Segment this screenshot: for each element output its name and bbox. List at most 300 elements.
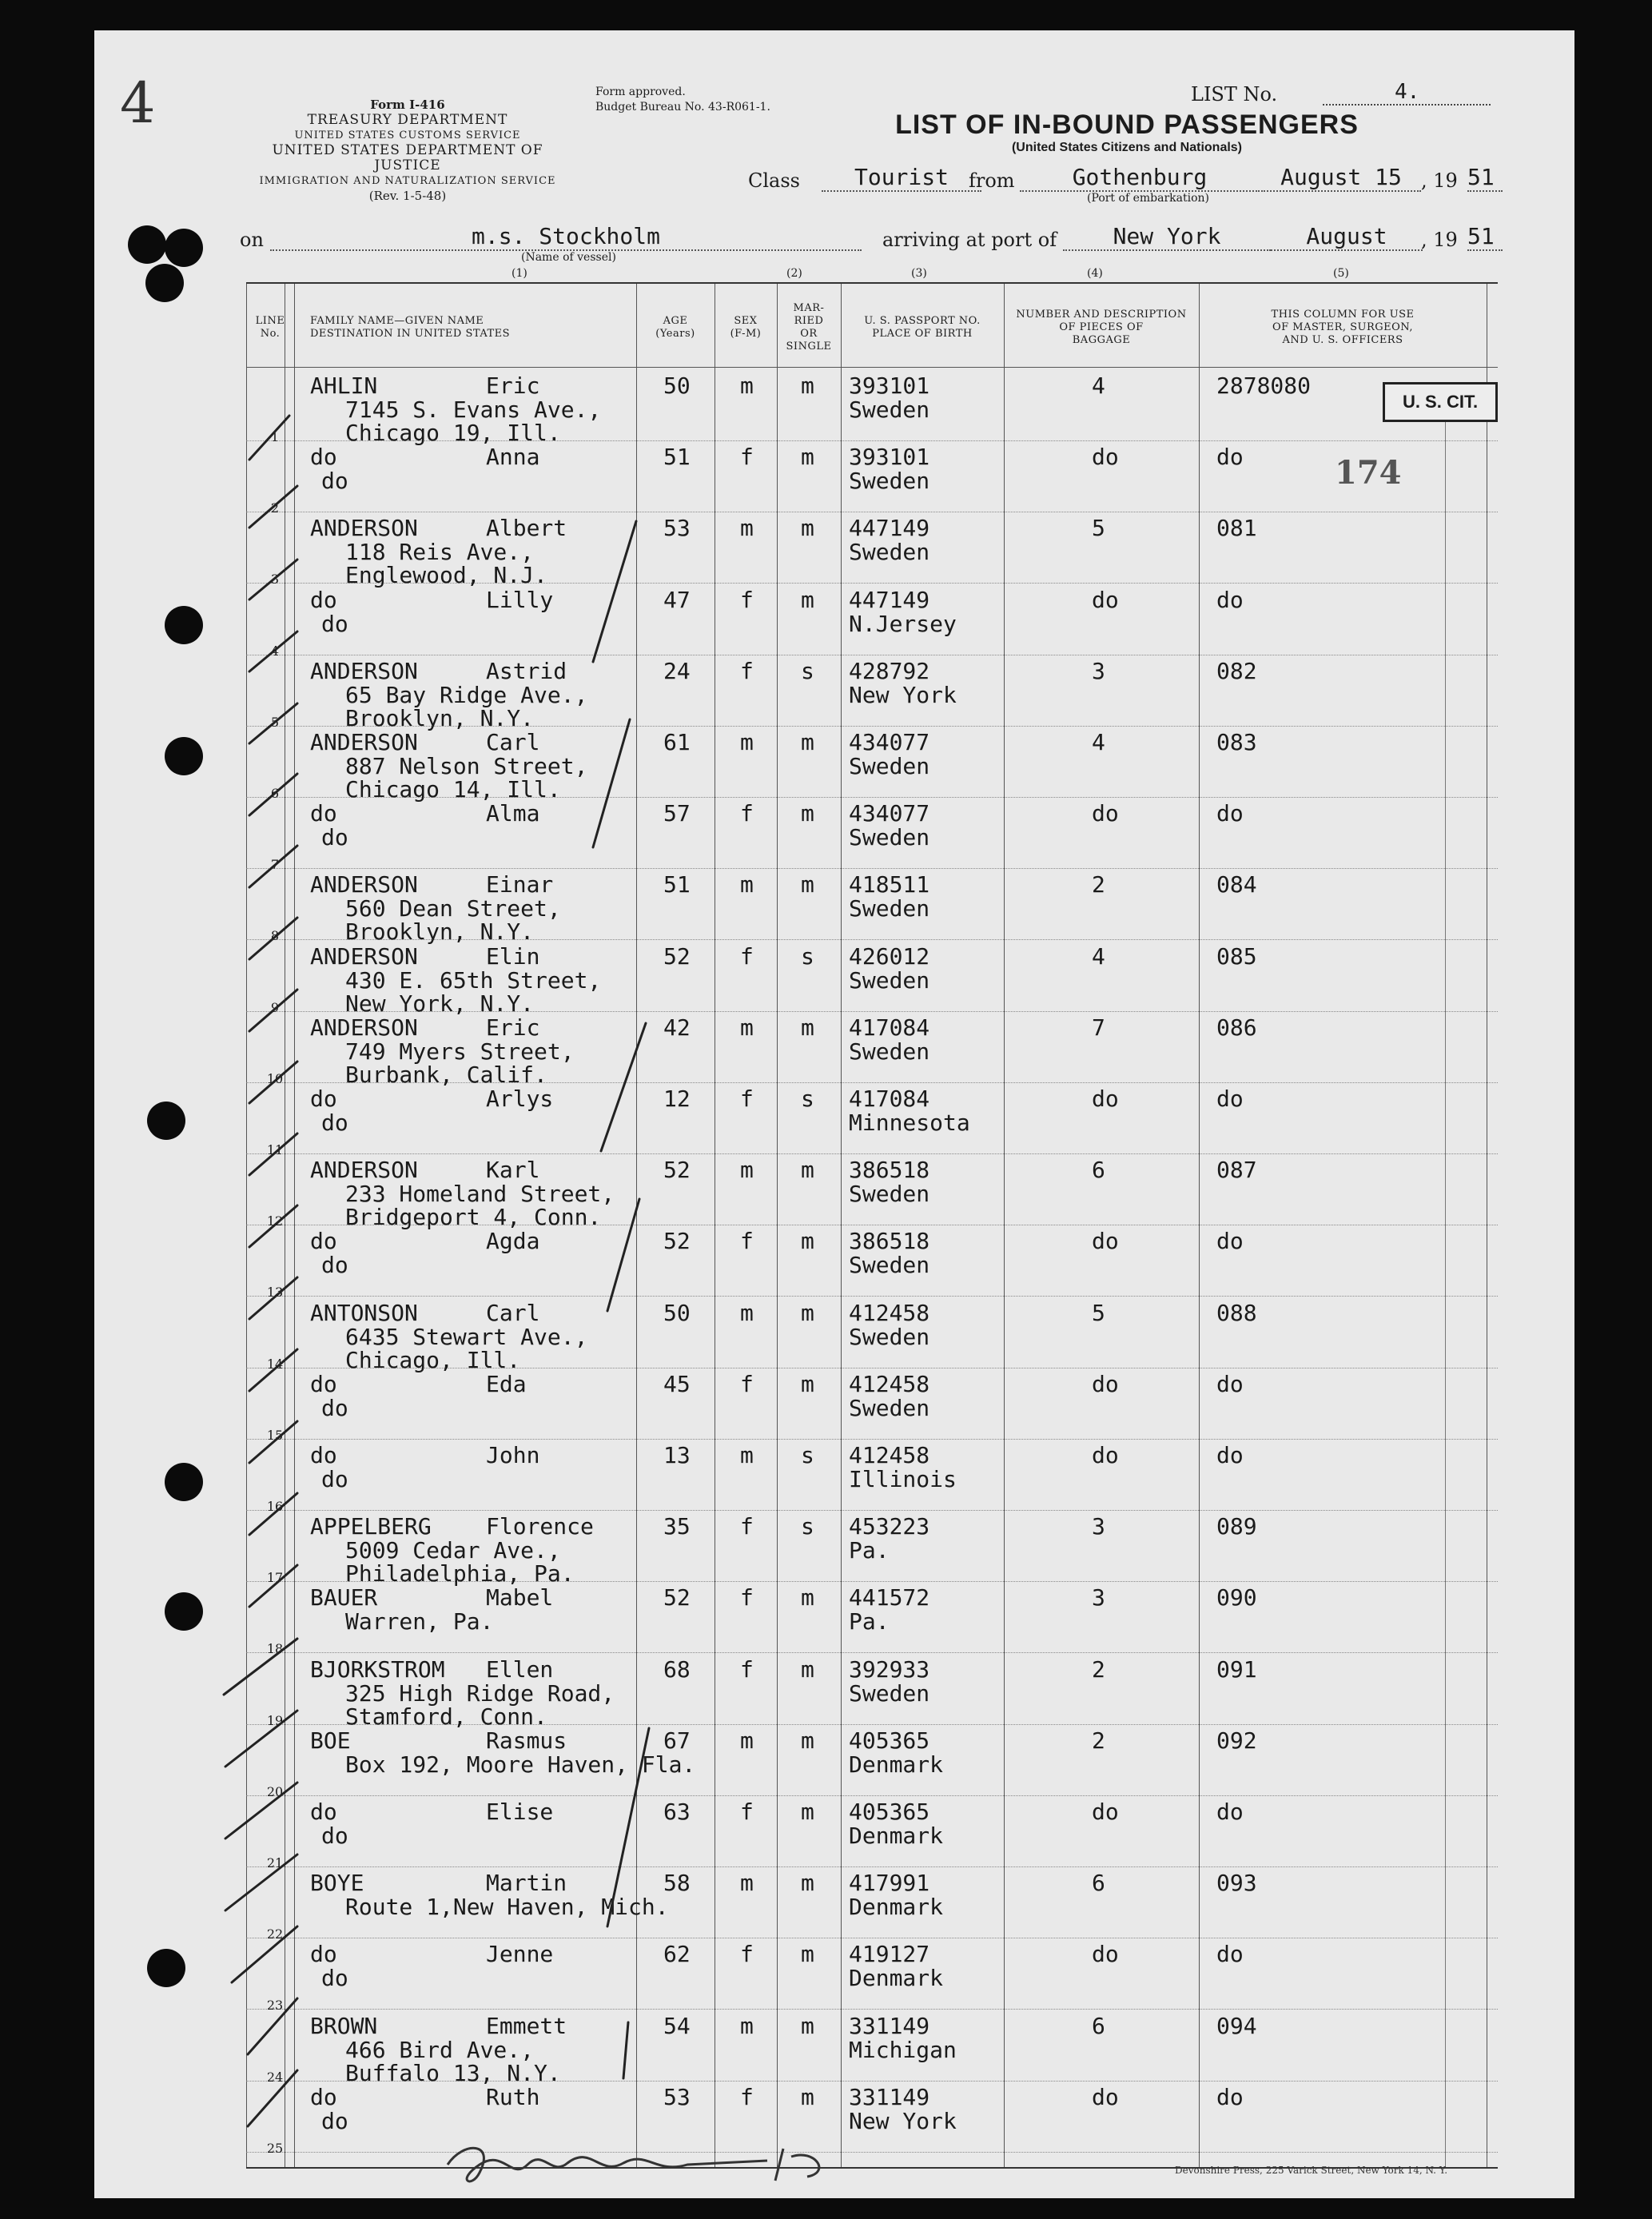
line-number: 4 bbox=[270, 643, 280, 659]
age: 51 bbox=[663, 444, 691, 471]
passport-number: 412458 bbox=[849, 1442, 930, 1468]
baggage: 6 bbox=[1092, 1870, 1105, 1897]
line-number: 10 bbox=[266, 1070, 284, 1086]
place-of-birth: Sweden bbox=[849, 396, 930, 423]
form-approved-text: Form approved. bbox=[595, 86, 686, 98]
marital-status: m bbox=[801, 515, 814, 542]
address-line-2: Chicago 14, Ill. bbox=[345, 776, 561, 803]
family-name: do bbox=[310, 800, 337, 827]
age: 24 bbox=[663, 657, 691, 684]
sex: f bbox=[740, 1941, 754, 1968]
table-row bbox=[246, 1938, 1498, 2014]
sex: m bbox=[740, 372, 754, 399]
address-line-1: do bbox=[321, 1252, 348, 1279]
given-name: Jenne bbox=[486, 1941, 554, 1968]
family-name: ANDERSON bbox=[310, 729, 418, 755]
marital-status: m bbox=[801, 1014, 814, 1041]
port-embarkation: Gothenburg bbox=[1020, 165, 1260, 192]
officer-column: 087 bbox=[1216, 1157, 1257, 1184]
form-agency-block bbox=[240, 98, 575, 204]
baggage: 3 bbox=[1092, 1584, 1105, 1611]
table-row bbox=[246, 940, 1498, 1017]
given-name: Florence bbox=[486, 1513, 594, 1540]
col-header-age: AGE (Years) bbox=[655, 315, 695, 340]
marital-status: s bbox=[801, 1086, 814, 1112]
age: 50 bbox=[663, 372, 691, 399]
address-line-1: 6435 Stewart Ave., bbox=[345, 1323, 588, 1350]
baggage: 4 bbox=[1092, 942, 1105, 970]
marital-status: m bbox=[801, 1584, 814, 1611]
family-name: do bbox=[310, 1442, 337, 1468]
given-name: Elise bbox=[486, 1799, 554, 1825]
passport-number: 392933 bbox=[849, 1655, 930, 1683]
family-name: do bbox=[310, 1799, 337, 1825]
marital-status: m bbox=[801, 1228, 814, 1255]
port-arrival: New York bbox=[1063, 224, 1271, 251]
sex: f bbox=[740, 942, 754, 970]
table-row bbox=[246, 1368, 1498, 1443]
address-line-1: 325 High Ridge Road, bbox=[345, 1679, 615, 1707]
table-row bbox=[246, 584, 1498, 659]
given-name: Ruth bbox=[486, 2083, 540, 2110]
age: 52 bbox=[663, 1228, 691, 1255]
age: 42 bbox=[663, 1014, 691, 1041]
marital-status: m bbox=[801, 871, 814, 898]
baggage: 4 bbox=[1092, 372, 1105, 399]
address-line-1: Box 192, Moore Haven, Fla. bbox=[345, 1751, 696, 1778]
line-number: 21 bbox=[266, 1855, 284, 1870]
signature bbox=[432, 2133, 847, 2197]
place-of-birth: Sweden bbox=[849, 1181, 930, 1208]
officer-column: 083 bbox=[1216, 729, 1257, 755]
col-header-officer: THIS COLUMN FOR USE OF MASTER, SURGEON, AND U. S. OFFICERS bbox=[1271, 309, 1415, 346]
line-number: 8 bbox=[270, 928, 280, 944]
baggage: 4 bbox=[1092, 729, 1105, 755]
place-of-birth: New York bbox=[849, 681, 957, 708]
marital-status: m bbox=[801, 1799, 814, 1825]
family-name: ANDERSON bbox=[310, 657, 418, 684]
given-name: Albert bbox=[486, 515, 567, 542]
passport-number: 386518 bbox=[849, 1157, 930, 1184]
class-label: Class bbox=[748, 169, 800, 192]
dept-immigration: IMMIGRATION AND NATURALIZATION SERVICE bbox=[259, 175, 556, 187]
family-name: BOYE bbox=[310, 1870, 364, 1897]
marital-status: m bbox=[801, 1870, 814, 1897]
address-line-2: Brooklyn, N.Y. bbox=[345, 918, 535, 946]
family-name: do bbox=[310, 1941, 337, 1968]
officer-column: 090 bbox=[1216, 1584, 1257, 1611]
address-line-1: do bbox=[321, 824, 348, 851]
from-label: from bbox=[969, 169, 1015, 192]
line-number: 12 bbox=[266, 1213, 284, 1229]
port-embarkation-note: (Port of embarkation) bbox=[1087, 192, 1209, 205]
table-row bbox=[246, 1653, 1498, 1730]
table-row bbox=[246, 1439, 1498, 1514]
place-of-birth: Sweden bbox=[849, 1323, 930, 1350]
passport-number: 405365 bbox=[849, 1799, 930, 1825]
place-of-birth: Sweden bbox=[849, 468, 930, 495]
age: 52 bbox=[663, 942, 691, 970]
address-line-1: 5009 Cedar Ave., bbox=[345, 1537, 561, 1564]
departure-date: August 15 bbox=[1261, 165, 1421, 192]
table-row bbox=[246, 655, 1498, 731]
officer-column: do bbox=[1216, 1799, 1244, 1825]
baggage: 6 bbox=[1092, 1157, 1105, 1184]
table-row bbox=[246, 726, 1498, 803]
officer-column: do bbox=[1216, 2083, 1244, 2110]
passport-number: 393101 bbox=[849, 444, 930, 471]
age: 51 bbox=[663, 871, 691, 898]
dept-justice: UNITED STATES DEPARTMENT OF JUSTICE bbox=[272, 142, 543, 173]
address-line-2: Philadelphia, Pa. bbox=[345, 1560, 575, 1588]
family-name: ANDERSON bbox=[310, 871, 418, 898]
sex: f bbox=[740, 1370, 754, 1397]
line-number: 6 bbox=[270, 786, 280, 801]
passport-number: 434077 bbox=[849, 800, 930, 827]
marital-status: m bbox=[801, 1157, 814, 1184]
officer-column: 081 bbox=[1216, 515, 1257, 542]
family-name: BAUER bbox=[310, 1584, 378, 1611]
address-line-2: New York, N.Y. bbox=[345, 990, 535, 1017]
line-number: 20 bbox=[266, 1783, 284, 1799]
given-name: Eric bbox=[486, 372, 540, 399]
address-line-1: do bbox=[321, 2107, 348, 2134]
age: 45 bbox=[663, 1370, 691, 1397]
address-line-1: 7145 S. Evans Ave., bbox=[345, 396, 602, 423]
place-of-birth: Sweden bbox=[849, 1038, 930, 1065]
baggage: do bbox=[1092, 1370, 1119, 1397]
marital-status: m bbox=[801, 1941, 814, 1968]
address-line-1: do bbox=[321, 468, 348, 495]
binder-hole bbox=[165, 1592, 203, 1631]
family-name: BROWN bbox=[310, 2012, 378, 2039]
binder-hole bbox=[165, 737, 203, 775]
form-approval bbox=[595, 85, 770, 115]
printer-imprint: Devonshire Press, 225 Varick Street, New York 14, N. Y. bbox=[1175, 2165, 1448, 2176]
address-line-2: Chicago, Ill. bbox=[345, 1346, 521, 1373]
line-number: 1 bbox=[270, 429, 280, 444]
address-line-1: Warren, Pa. bbox=[345, 1608, 494, 1635]
line-number: 17 bbox=[266, 1570, 284, 1586]
table-row bbox=[246, 1795, 1498, 1870]
departure-year-prefix: , 19 bbox=[1421, 169, 1458, 192]
page-subtitle: (United States Citizens and Nationals) bbox=[1011, 141, 1243, 154]
on-label: on bbox=[240, 229, 264, 251]
place-of-birth: N.Jersey bbox=[849, 610, 957, 637]
passport-number: 447149 bbox=[849, 515, 930, 542]
us-citizen-stamp: U. S. CIT. bbox=[1383, 382, 1498, 422]
given-name: Alma bbox=[486, 800, 540, 827]
officer-column: 094 bbox=[1216, 2012, 1257, 2039]
baggage: do bbox=[1092, 1799, 1119, 1825]
age: 67 bbox=[663, 1727, 691, 1754]
age: 62 bbox=[663, 1941, 691, 1968]
officer-column: 2878080 bbox=[1216, 372, 1312, 399]
address-line-1: 466 Bird Ave., bbox=[345, 2036, 535, 2063]
age: 63 bbox=[663, 1799, 691, 1825]
class-value: Tourist bbox=[822, 165, 981, 192]
sex: m bbox=[740, 1299, 754, 1326]
sex: m bbox=[740, 2012, 754, 2039]
list-number bbox=[1191, 80, 1420, 106]
page-mark: 4 bbox=[120, 70, 156, 136]
line-number: 16 bbox=[266, 1499, 284, 1514]
age: 50 bbox=[663, 1299, 691, 1326]
sex: f bbox=[740, 1655, 754, 1683]
passport-number: 453223 bbox=[849, 1513, 930, 1540]
sex: f bbox=[740, 1584, 754, 1611]
line-number: 22 bbox=[266, 1926, 284, 1942]
passport-number: 412458 bbox=[849, 1370, 930, 1397]
passport-number: 417084 bbox=[849, 1014, 930, 1041]
address-line-1: do bbox=[321, 1466, 348, 1492]
passport-number: 426012 bbox=[849, 942, 930, 970]
place-of-birth: Sweden bbox=[849, 539, 930, 566]
marital-status: m bbox=[801, 2012, 814, 2039]
table-row bbox=[246, 1510, 1498, 1588]
col-header-baggage: NUMBER AND DESCRIPTION OF PIECES OF BAGGAGE bbox=[1016, 309, 1187, 346]
list-number-label: LIST No. bbox=[1191, 83, 1278, 106]
line-number: 25 bbox=[266, 2140, 284, 2156]
family-name: ANDERSON bbox=[310, 942, 418, 970]
address-line-2: Bridgeport 4, Conn. bbox=[345, 1204, 602, 1231]
line-number: 11 bbox=[266, 1142, 284, 1157]
officer-column: 089 bbox=[1216, 1513, 1257, 1540]
marital-status: m bbox=[801, 729, 814, 755]
marital-status: s bbox=[801, 1442, 814, 1468]
table-row bbox=[246, 369, 1498, 446]
arrival-year: 51 bbox=[1467, 224, 1503, 251]
age: 57 bbox=[663, 800, 691, 827]
place-of-birth: Illinois bbox=[849, 1466, 957, 1492]
age: 35 bbox=[663, 1513, 691, 1540]
form-number: Form I-416 bbox=[370, 98, 445, 112]
officer-column: 085 bbox=[1216, 942, 1257, 970]
sex: f bbox=[740, 1086, 754, 1112]
address-line-2: Englewood, N.J. bbox=[345, 562, 547, 589]
address-line-1: 887 Nelson Street, bbox=[345, 753, 588, 779]
sex: f bbox=[740, 657, 754, 684]
officer-column: 084 bbox=[1216, 871, 1257, 898]
baggage: do bbox=[1092, 1442, 1119, 1468]
officer-column: 082 bbox=[1216, 657, 1257, 684]
officer-column: do bbox=[1216, 800, 1244, 827]
family-name: ANTONSON bbox=[310, 1299, 418, 1326]
given-name: Ellen bbox=[486, 1655, 554, 1683]
given-name: Einar bbox=[486, 871, 554, 898]
baggage: 3 bbox=[1092, 1513, 1105, 1540]
given-name: Astrid bbox=[486, 657, 567, 684]
age: 53 bbox=[663, 2083, 691, 2110]
marital-status: m bbox=[801, 1299, 814, 1326]
col-num-1: (1) bbox=[512, 267, 527, 280]
binder-hole bbox=[165, 606, 203, 644]
baggage: do bbox=[1092, 2083, 1119, 2110]
address-line-2: Brooklyn, N.Y. bbox=[345, 704, 535, 731]
family-name: BJORKSTROM bbox=[310, 1655, 445, 1683]
place-of-birth: Sweden bbox=[849, 1252, 930, 1279]
table-row bbox=[246, 1581, 1498, 1657]
given-name: Karl bbox=[486, 1157, 540, 1184]
address-line-1: 65 Bay Ridge Ave., bbox=[345, 681, 588, 708]
line-number: 2 bbox=[270, 500, 280, 516]
given-name: Eric bbox=[486, 1014, 540, 1041]
place-of-birth: Sweden bbox=[849, 895, 930, 922]
place-of-birth: Denmark bbox=[849, 1894, 944, 1921]
given-name: Arlys bbox=[486, 1086, 554, 1112]
table-row bbox=[246, 868, 1498, 946]
officer-column: 088 bbox=[1216, 1299, 1257, 1326]
family-name: do bbox=[310, 444, 337, 471]
line-number: 3 bbox=[270, 572, 280, 588]
place-of-birth: Sweden bbox=[849, 753, 930, 779]
given-name: Anna bbox=[486, 444, 540, 471]
marital-status: s bbox=[801, 657, 814, 684]
sex: f bbox=[740, 444, 754, 471]
address-line-1: do bbox=[321, 610, 348, 637]
baggage: 2 bbox=[1092, 1727, 1105, 1754]
table-row bbox=[246, 1724, 1498, 1799]
baggage: do bbox=[1092, 444, 1119, 471]
address-line-1: do bbox=[321, 1965, 348, 1992]
passport-number: 412458 bbox=[849, 1299, 930, 1326]
line-number: 24 bbox=[266, 2069, 284, 2085]
passport-number: 393101 bbox=[849, 372, 930, 399]
officer-column: do bbox=[1216, 1086, 1244, 1112]
given-name: John bbox=[486, 1442, 540, 1468]
baggage: 3 bbox=[1092, 657, 1105, 684]
family-name: ANDERSON bbox=[310, 515, 418, 542]
baggage: do bbox=[1092, 1086, 1119, 1112]
sex: m bbox=[740, 515, 754, 542]
place-of-birth: Sweden bbox=[849, 1679, 930, 1707]
passport-number: 428792 bbox=[849, 657, 930, 684]
age: 52 bbox=[663, 1157, 691, 1184]
baggage: do bbox=[1092, 1228, 1119, 1255]
baggage: 7 bbox=[1092, 1014, 1105, 1041]
table-row bbox=[246, 1225, 1498, 1301]
given-name: Emmett bbox=[486, 2012, 567, 2039]
family-name: do bbox=[310, 1086, 337, 1112]
age: 61 bbox=[663, 729, 691, 755]
family-name: do bbox=[310, 2083, 337, 2110]
baggage: 2 bbox=[1092, 1655, 1105, 1683]
col-header-married: MAR- RIED OR SINGLE bbox=[786, 302, 832, 353]
address-line-2: Chicago 19, Ill. bbox=[345, 420, 561, 446]
officer-column: 092 bbox=[1216, 1727, 1257, 1754]
address-line-1: 118 Reis Ave., bbox=[345, 539, 535, 566]
baggage: 2 bbox=[1092, 871, 1105, 898]
age: 54 bbox=[663, 2012, 691, 2039]
address-line-1: 233 Homeland Street, bbox=[345, 1181, 615, 1208]
passport-number: 386518 bbox=[849, 1228, 930, 1255]
passport-number: 418511 bbox=[849, 871, 930, 898]
passport-number: 417084 bbox=[849, 1086, 930, 1112]
place-of-birth: Sweden bbox=[849, 1394, 930, 1421]
place-of-birth: Sweden bbox=[849, 824, 930, 851]
passport-number: 331149 bbox=[849, 2012, 930, 2039]
marital-status: m bbox=[801, 1370, 814, 1397]
given-name: Mabel bbox=[486, 1584, 554, 1611]
officer-column: 086 bbox=[1216, 1014, 1257, 1041]
line-number: 7 bbox=[270, 857, 280, 873]
baggage: 5 bbox=[1092, 515, 1105, 542]
baggage: do bbox=[1092, 586, 1119, 613]
place-of-birth: Denmark bbox=[849, 1823, 944, 1849]
officer-column: do bbox=[1216, 1370, 1244, 1397]
marital-status: m bbox=[801, 1727, 814, 1754]
list-number-value: 4. bbox=[1323, 80, 1491, 106]
officer-column: do bbox=[1216, 444, 1244, 471]
binder-hole bbox=[147, 1949, 185, 1987]
given-name: Agda bbox=[486, 1228, 540, 1255]
dept-customs: UNITED STATES CUSTOMS SERVICE bbox=[294, 129, 521, 141]
line-number: 9 bbox=[270, 999, 280, 1015]
table-row bbox=[246, 1297, 1498, 1373]
col-header-name: FAMILY NAME—GIVEN NAME DESTINATION IN UNITED STATES bbox=[310, 315, 511, 340]
marital-status: m bbox=[801, 586, 814, 613]
arrival-year-prefix: , 19 bbox=[1421, 229, 1458, 251]
given-name: Eda bbox=[486, 1370, 527, 1397]
table-row bbox=[246, 512, 1498, 589]
sex: m bbox=[740, 871, 754, 898]
place-of-birth: Pa. bbox=[849, 1537, 890, 1564]
arriving-label: arriving at port of bbox=[882, 229, 1057, 251]
col-header-sex: SEX (F-M) bbox=[730, 315, 762, 340]
passport-number: 441572 bbox=[849, 1584, 930, 1611]
sex: f bbox=[740, 800, 754, 827]
marital-status: m bbox=[801, 372, 814, 399]
place-of-birth: Sweden bbox=[849, 966, 930, 994]
baggage: 5 bbox=[1092, 1299, 1105, 1326]
address-line-1: 560 Dean Street, bbox=[345, 895, 561, 922]
passport-number: 331149 bbox=[849, 2083, 930, 2110]
address-line-2: Burbank, Calif. bbox=[345, 1061, 547, 1088]
passport-number: 434077 bbox=[849, 729, 930, 755]
passport-number: 405365 bbox=[849, 1727, 930, 1754]
table-row bbox=[246, 1153, 1498, 1231]
col-num-5: (5) bbox=[1333, 267, 1349, 280]
col-num-4: (4) bbox=[1087, 267, 1103, 280]
age: 12 bbox=[663, 1086, 691, 1112]
vessel-name-note: (Name of vessel) bbox=[521, 251, 616, 264]
officer-column: 093 bbox=[1216, 1870, 1257, 1897]
marital-status: m bbox=[801, 444, 814, 471]
col-num-2: (2) bbox=[786, 267, 802, 280]
binder-hole bbox=[147, 1102, 185, 1140]
table-row bbox=[246, 1866, 1498, 1942]
marital-status: m bbox=[801, 800, 814, 827]
place-of-birth: Minnesota bbox=[849, 1110, 970, 1136]
sex: m bbox=[740, 1014, 754, 1041]
vessel-name: m.s. Stockholm bbox=[270, 224, 862, 251]
baggage: do bbox=[1092, 800, 1119, 827]
arrival-date: August bbox=[1271, 224, 1423, 251]
col-header-line: LINE No. bbox=[255, 315, 285, 340]
passport-number: 447149 bbox=[849, 586, 930, 613]
line-number: 13 bbox=[266, 1285, 284, 1301]
age: 47 bbox=[663, 586, 691, 613]
sex: f bbox=[740, 1228, 754, 1255]
table-row bbox=[246, 2010, 1498, 2086]
family-name: do bbox=[310, 1228, 337, 1255]
passenger-table bbox=[246, 282, 1498, 2169]
age: 13 bbox=[663, 1442, 691, 1468]
sex: m bbox=[740, 1727, 754, 1754]
annotation-174: 174 bbox=[1335, 454, 1402, 492]
sex: m bbox=[740, 1442, 754, 1468]
family-name: do bbox=[310, 586, 337, 613]
